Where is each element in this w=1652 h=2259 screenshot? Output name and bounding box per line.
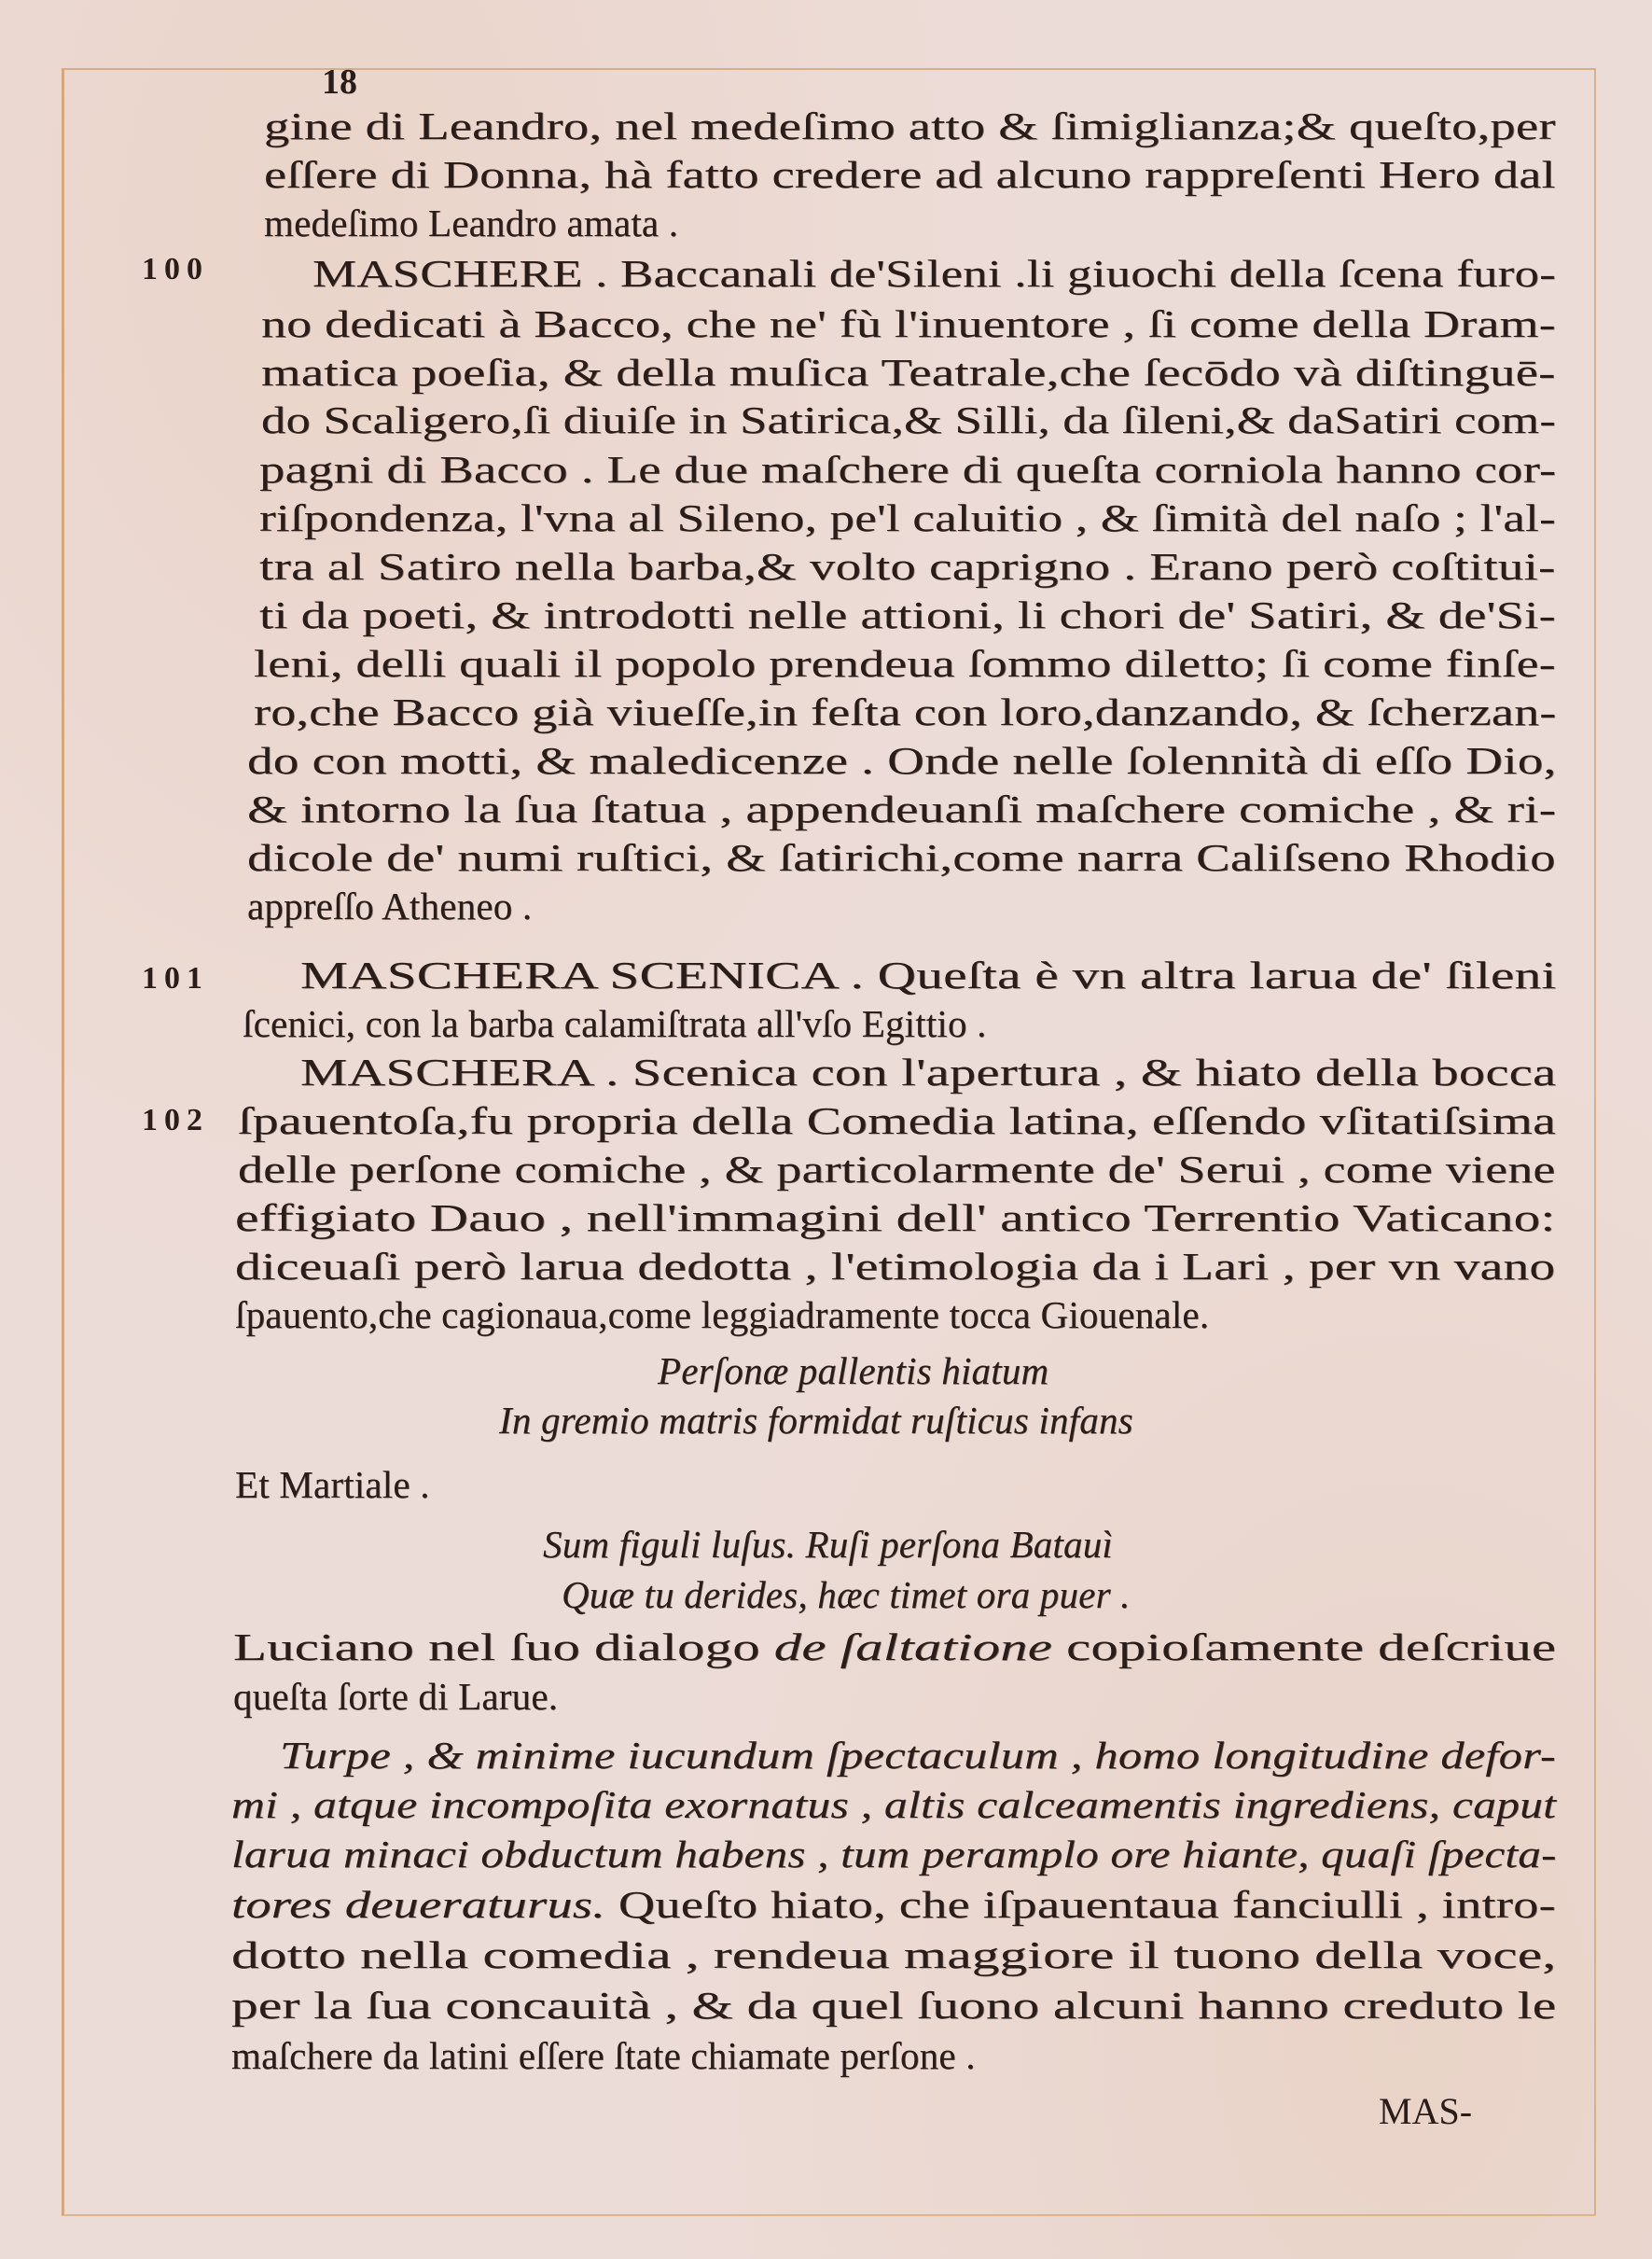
text-run: copioſamente deſcriue — [1052, 1625, 1557, 1668]
verse-quote-line: Perſonæ pallentis hiatum — [658, 1349, 1049, 1392]
text-run: Luciano nel ſuo dialogo — [233, 1625, 774, 1668]
catchword: MAS- — [1379, 2090, 1473, 2132]
latin-quote-line: mi , atque incompoſita exornatus , altis calceamentis ingrediens, caput — [231, 1783, 1557, 1826]
text-line: appreſſo Atheneo . — [247, 885, 533, 927]
entry-heading-line: MASCHERA . Scenica con l'apertura , & hiato della bocca — [300, 1051, 1557, 1094]
latin-quote-line: larua minaci obductum habens , tum peramplo ore hiante, quaſi ſpecta- — [231, 1833, 1557, 1876]
text-line: queſta ſorte di Larue. — [233, 1675, 559, 1718]
margin-number: 101 — [142, 961, 209, 996]
italic-title: de ſaltatione — [773, 1625, 1053, 1668]
margin-number: 100 — [142, 252, 209, 286]
latin-quote-line: Turpe , & minime iucundum ſpectaculum , homo longitudine defor- — [280, 1734, 1556, 1777]
text-line: matica poeſia, & della muſica Teatrale,che ſecōdo và diſtinguē- — [261, 351, 1556, 394]
page-number: 18 — [322, 63, 357, 102]
text-run: Queſto hiato, che iſpauentaua fanciulli , intro- — [605, 1883, 1556, 1926]
entry-heading-line: MASCHERE . Baccanali de'Sileni .li giuochi della ſcena furo- — [312, 252, 1557, 295]
text-line: per la ſua concauità , & da quel ſuono alcuni hanno creduto le — [231, 1984, 1557, 2027]
text-line: do con motti, & maledicenze . Onde nelle ſolennità di eſſo Dio, — [247, 739, 1557, 782]
text-line: effigiato Dauo , nell'immagini dell' antico Terrentio Vaticano: — [235, 1196, 1556, 1239]
text-line: gine di Leandro, nel medeſimo atto & ſimiglianza;& queſto,per — [264, 105, 1556, 147]
text-line: & intorno la ſua ſtatua , appendeuanſi maſchere comiche , & ri- — [247, 788, 1557, 830]
text-line: Et Martiale . — [235, 1463, 430, 1506]
text-line: leni, delli quali il popolo prendeua ſommo diletto; ſi come finſe- — [254, 642, 1556, 685]
text-line: delle perſone comiche , & particolarmente de' Serui , come viene — [238, 1148, 1556, 1191]
entry-heading-line: MASCHERA SCENICA . Queſta è vn altra larua de' ſileni — [300, 954, 1557, 997]
verse-quote-line: In gremio matris formidat ruſticus infans — [499, 1399, 1133, 1442]
text-line: ſpauento,che cagionaua,come leggiadramente tocca Giouenale. — [235, 1293, 1210, 1336]
text-line — [233, 1624, 1556, 1670]
text-line: do Scaligero,ſi diuiſe in Satirica,& Silli, da ſileni,& daSatiri com- — [261, 398, 1557, 441]
text-line: ro,che Bacco già viueſſe,in feſta con loro,danzando, & ſcherzan- — [254, 690, 1557, 733]
text-line: riſpondenza, l'vna al Sileno, pe'l caluitio , & ſimità del naſo ; l'al- — [259, 496, 1556, 539]
text-line: eſſere di Donna, hà fatto credere ad alcuno rappreſenti Hero dal — [264, 153, 1556, 196]
verse-quote-line: Quæ tu derides, hæc timet ora puer . — [562, 1573, 1131, 1616]
latin-quote-run: tores deueraturus. — [231, 1883, 606, 1926]
text-line: medeſimo Leandro amata . — [264, 202, 679, 244]
text-line: no dedicati à Bacco, che ne' fù l'inuentore , ſi come della Dram- — [261, 302, 1556, 345]
text-line — [231, 1881, 1556, 1928]
text-line: tra al Satiro nella barba,& volto caprigno . Erano però coſtitui- — [259, 545, 1556, 588]
text-line: dotto nella comedia , rendeua maggiore il tuono della voce, — [231, 1933, 1557, 1976]
text-line: pagni di Bacco . Le due maſchere di queſta corniola hanno cor- — [259, 448, 1557, 491]
text-line: maſchere da latini eſſere ſtate chiamate perſone . — [231, 2034, 976, 2077]
text-line: ſcenici, con la barba calamiſtrata all'vſo Egittio . — [243, 1002, 987, 1045]
verse-quote-line: Sum figuli luſus. Ruſi perſona Batauì — [543, 1523, 1114, 1566]
margin-number: 102 — [142, 1103, 209, 1137]
text-line: dicole de' numi ruſtici, & ſatirichi,come narra Caliſseno Rhodio — [247, 836, 1556, 879]
text-line: ſpauentoſa,fu propria della Comedia latina, eſſendo vſitatiſsima — [238, 1099, 1557, 1142]
text-line: ti da poeti, & introdotti nelle attioni, li chori de' Satiri, & de'Si- — [259, 593, 1556, 636]
text-line: diceuaſi però larua dedotta , l'etimologia da i Lari , per vn vano — [235, 1245, 1556, 1288]
